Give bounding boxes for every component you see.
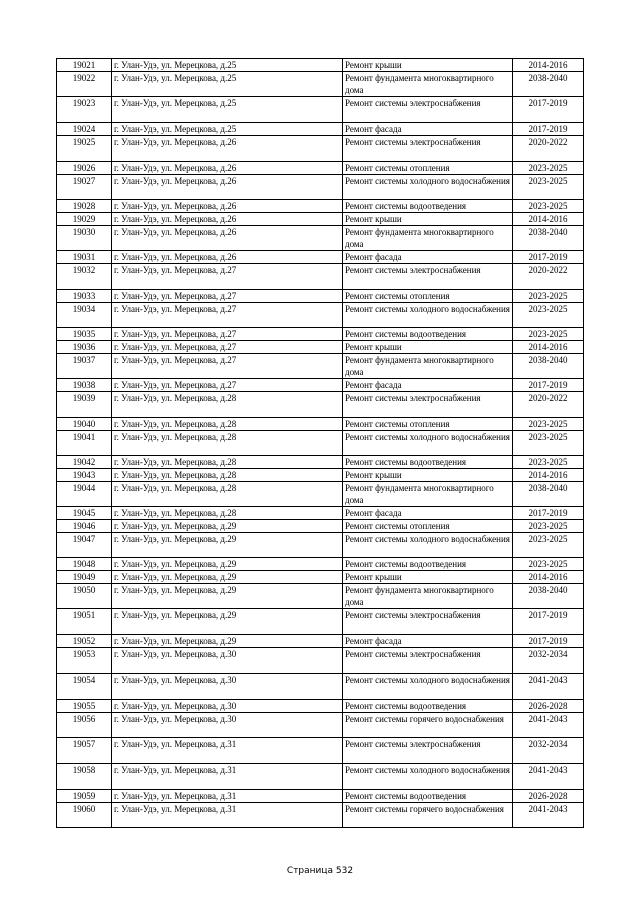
row-work-type: Ремонт системы холодного водоснабжения	[343, 533, 513, 558]
row-work-type: Ремонт крыши	[343, 469, 513, 482]
row-number: 19052	[57, 635, 112, 648]
row-address: г. Улан-Удэ, ул. Мерецкова, д.28	[112, 418, 343, 431]
table-row	[57, 790, 584, 803]
table-body	[57, 59, 584, 828]
row-number: 19059	[57, 790, 112, 803]
table-row	[57, 175, 584, 200]
row-work-type: Ремонт системы водоотведения	[343, 456, 513, 469]
row-address: г. Улан-Удэ, ул. Мерецкова, д.28	[112, 456, 343, 469]
table-row	[57, 674, 584, 700]
row-period: 2020-2022	[513, 136, 584, 162]
row-number: 19038	[57, 379, 112, 392]
row-number: 19040	[57, 418, 112, 431]
row-number: 19024	[57, 123, 112, 136]
row-work-type: Ремонт системы водоотведения	[343, 700, 513, 713]
row-address: г. Улан-Удэ, ул. Мерецкова, д.26	[112, 136, 343, 162]
row-number: 19032	[57, 264, 112, 290]
row-work-type: Ремонт системы горячего водоснабжения	[343, 713, 513, 738]
row-work-type: Ремонт фасада	[343, 379, 513, 392]
row-number: 19034	[57, 303, 112, 328]
row-period: 2032-2034	[513, 738, 584, 764]
table-row	[57, 469, 584, 482]
row-number: 19025	[57, 136, 112, 162]
table-row	[57, 226, 584, 251]
row-address: г. Улан-Удэ, ул. Мерецкова, д.30	[112, 713, 343, 738]
row-address: г. Улан-Удэ, ул. Мерецкова, д.27	[112, 264, 343, 290]
row-number: 19031	[57, 251, 112, 264]
row-number: 19037	[57, 354, 112, 379]
row-work-type: Ремонт системы электроснабжения	[343, 136, 513, 162]
row-address: г. Улан-Удэ, ул. Мерецкова, д.25	[112, 123, 343, 136]
row-address: г. Улан-Удэ, ул. Мерецкова, д.25	[112, 72, 343, 97]
row-number: 19036	[57, 341, 112, 354]
row-number: 19030	[57, 226, 112, 251]
row-period: 2023-2025	[513, 303, 584, 328]
row-work-type: Ремонт крыши	[343, 571, 513, 584]
row-address: г. Улан-Удэ, ул. Мерецкова, д.26	[112, 251, 343, 264]
row-number: 19055	[57, 700, 112, 713]
row-address: г. Улан-Удэ, ул. Мерецкова, д.27	[112, 379, 343, 392]
row-work-type: Ремонт фундамента многоквартирного дома	[343, 354, 513, 379]
table-row	[57, 200, 584, 213]
row-address: г. Улан-Удэ, ул. Мерецкова, д.29	[112, 571, 343, 584]
row-period: 2014-2016	[513, 213, 584, 226]
row-number: 19023	[57, 97, 112, 123]
row-period: 2041-2043	[513, 764, 584, 790]
row-work-type: Ремонт системы холодного водоснабжения	[343, 764, 513, 790]
table-row	[57, 507, 584, 520]
row-period: 2023-2025	[513, 418, 584, 431]
row-period: 2038-2040	[513, 72, 584, 97]
row-address: г. Улан-Удэ, ул. Мерецкова, д.26	[112, 162, 343, 175]
row-address: г. Улан-Удэ, ул. Мерецкова, д.29	[112, 558, 343, 571]
row-address: г. Улан-Удэ, ул. Мерецкова, д.28	[112, 392, 343, 418]
row-period: 2023-2025	[513, 200, 584, 213]
row-work-type: Ремонт фундамента многоквартирного дома	[343, 482, 513, 507]
row-address: г. Улан-Удэ, ул. Мерецкова, д.27	[112, 328, 343, 341]
row-address: г. Улан-Удэ, ул. Мерецкова, д.29	[112, 609, 343, 635]
row-work-type: Ремонт фундамента многоквартирного дома	[343, 72, 513, 97]
table-row	[57, 136, 584, 162]
row-period: 2017-2019	[513, 635, 584, 648]
row-address: г. Улан-Удэ, ул. Мерецкова, д.29	[112, 584, 343, 609]
row-period: 2023-2025	[513, 558, 584, 571]
row-number: 19033	[57, 290, 112, 303]
row-address: г. Улан-Удэ, ул. Мерецкова, д.26	[112, 200, 343, 213]
row-work-type: Ремонт системы горячего водоснабжения	[343, 803, 513, 828]
table-row	[57, 392, 584, 418]
row-period: 2017-2019	[513, 379, 584, 392]
row-work-type: Ремонт системы водоотведения	[343, 200, 513, 213]
row-number: 19053	[57, 648, 112, 674]
table-row	[57, 431, 584, 456]
row-work-type: Ремонт фасада	[343, 251, 513, 264]
row-address: г. Улан-Удэ, ул. Мерецкова, д.30	[112, 674, 343, 700]
row-address: г. Улан-Удэ, ул. Мерецкова, д.28	[112, 482, 343, 507]
row-number: 19060	[57, 803, 112, 828]
row-period: 2032-2034	[513, 648, 584, 674]
row-address: г. Улан-Удэ, ул. Мерецкова, д.31	[112, 790, 343, 803]
row-address: г. Улан-Удэ, ул. Мерецкова, д.25	[112, 97, 343, 123]
row-number: 19028	[57, 200, 112, 213]
row-number: 19026	[57, 162, 112, 175]
row-address: г. Улан-Удэ, ул. Мерецкова, д.27	[112, 354, 343, 379]
row-period: 2014-2016	[513, 469, 584, 482]
table-row	[57, 571, 584, 584]
row-period: 2020-2022	[513, 264, 584, 290]
row-address: г. Улан-Удэ, ул. Мерецкова, д.30	[112, 648, 343, 674]
row-period: 2026-2028	[513, 790, 584, 803]
row-work-type: Ремонт системы отопления	[343, 290, 513, 303]
row-number: 19035	[57, 328, 112, 341]
table-row	[57, 648, 584, 674]
table-row	[57, 328, 584, 341]
row-address: г. Улан-Удэ, ул. Мерецкова, д.26	[112, 213, 343, 226]
table-row	[57, 558, 584, 571]
table-row	[57, 764, 584, 790]
row-work-type: Ремонт фасада	[343, 635, 513, 648]
row-work-type: Ремонт крыши	[343, 213, 513, 226]
row-period: 2017-2019	[513, 97, 584, 123]
row-work-type: Ремонт системы водоотведения	[343, 790, 513, 803]
table-row	[57, 482, 584, 507]
row-address: г. Улан-Удэ, ул. Мерецкова, д.27	[112, 290, 343, 303]
row-address: г. Улан-Удэ, ул. Мерецкова, д.25	[112, 59, 343, 72]
row-number: 19050	[57, 584, 112, 609]
row-work-type: Ремонт системы холодного водоснабжения	[343, 674, 513, 700]
row-period: 2020-2022	[513, 392, 584, 418]
table-row	[57, 290, 584, 303]
row-number: 19058	[57, 764, 112, 790]
row-number: 19051	[57, 609, 112, 635]
row-period: 2023-2025	[513, 431, 584, 456]
table-row	[57, 213, 584, 226]
row-address: г. Улан-Удэ, ул. Мерецкова, д.28	[112, 431, 343, 456]
table-row	[57, 609, 584, 635]
row-work-type: Ремонт фасада	[343, 123, 513, 136]
row-number: 19029	[57, 213, 112, 226]
table-row	[57, 341, 584, 354]
row-work-type: Ремонт системы электроснабжения	[343, 392, 513, 418]
row-number: 19056	[57, 713, 112, 738]
row-work-type: Ремонт фасада	[343, 507, 513, 520]
row-address: г. Улан-Удэ, ул. Мерецкова, д.27	[112, 303, 343, 328]
table-row	[57, 738, 584, 764]
table-row	[57, 123, 584, 136]
row-number: 19049	[57, 571, 112, 584]
row-work-type: Ремонт фундамента многоквартирного дома	[343, 226, 513, 251]
row-address: г. Улан-Удэ, ул. Мерецкова, д.26	[112, 175, 343, 200]
table-row	[57, 700, 584, 713]
row-period: 2014-2016	[513, 341, 584, 354]
row-period: 2038-2040	[513, 482, 584, 507]
row-number: 19022	[57, 72, 112, 97]
row-period: 2041-2043	[513, 713, 584, 738]
row-number: 19041	[57, 431, 112, 456]
row-address: г. Улан-Удэ, ул. Мерецкова, д.31	[112, 738, 343, 764]
table-row	[57, 264, 584, 290]
row-work-type: Ремонт системы холодного водоснабжения	[343, 303, 513, 328]
row-number: 19048	[57, 558, 112, 571]
row-work-type: Ремонт системы электроснабжения	[343, 97, 513, 123]
table-row	[57, 584, 584, 609]
row-address: г. Улан-Удэ, ул. Мерецкова, д.29	[112, 635, 343, 648]
row-period: 2041-2043	[513, 803, 584, 828]
table-row	[57, 635, 584, 648]
row-address: г. Улан-Удэ, ул. Мерецкова, д.29	[112, 520, 343, 533]
row-address: г. Улан-Удэ, ул. Мерецкова, д.30	[112, 700, 343, 713]
row-work-type: Ремонт системы отопления	[343, 418, 513, 431]
row-period: 2017-2019	[513, 251, 584, 264]
table-row	[57, 456, 584, 469]
row-work-type: Ремонт системы холодного водоснабжения	[343, 175, 513, 200]
row-work-type: Ремонт системы отопления	[343, 520, 513, 533]
row-address: г. Улан-Удэ, ул. Мерецкова, д.29	[112, 533, 343, 558]
table-row	[57, 162, 584, 175]
row-number: 19027	[57, 175, 112, 200]
row-work-type: Ремонт фундамента многоквартирного дома	[343, 584, 513, 609]
row-period: 2014-2016	[513, 571, 584, 584]
row-work-type: Ремонт системы электроснабжения	[343, 648, 513, 674]
row-work-type: Ремонт системы холодного водоснабжения	[343, 431, 513, 456]
row-period: 2041-2043	[513, 674, 584, 700]
table-row	[57, 418, 584, 431]
row-number: 19021	[57, 59, 112, 72]
table-row	[57, 303, 584, 328]
row-work-type: Ремонт системы водоотведения	[343, 328, 513, 341]
row-period: 2017-2019	[513, 123, 584, 136]
row-period: 2038-2040	[513, 354, 584, 379]
row-period: 2023-2025	[513, 328, 584, 341]
row-period: 2014-2016	[513, 59, 584, 72]
row-address: г. Улан-Удэ, ул. Мерецкова, д.26	[112, 226, 343, 251]
page-number: Страница 532	[286, 866, 354, 876]
row-period: 2017-2019	[513, 609, 584, 635]
table-row	[57, 72, 584, 97]
row-number: 19043	[57, 469, 112, 482]
table-row	[57, 97, 584, 123]
row-period: 2023-2025	[513, 290, 584, 303]
table-row	[57, 354, 584, 379]
table-row	[57, 533, 584, 558]
row-address: г. Улан-Удэ, ул. Мерецкова, д.27	[112, 341, 343, 354]
row-period: 2023-2025	[513, 520, 584, 533]
table-row	[57, 59, 584, 72]
row-address: г. Улан-Удэ, ул. Мерецкова, д.31	[112, 764, 343, 790]
row-address: г. Улан-Удэ, ул. Мерецкова, д.28	[112, 507, 343, 520]
row-period: 2038-2040	[513, 584, 584, 609]
row-work-type: Ремонт системы электроснабжения	[343, 264, 513, 290]
table-row	[57, 379, 584, 392]
row-period: 2023-2025	[513, 175, 584, 200]
row-number: 19039	[57, 392, 112, 418]
row-number: 19045	[57, 507, 112, 520]
row-number: 19044	[57, 482, 112, 507]
row-work-type: Ремонт крыши	[343, 59, 513, 72]
row-number: 19054	[57, 674, 112, 700]
row-work-type: Ремонт системы электроснабжения	[343, 738, 513, 764]
row-period: 2023-2025	[513, 162, 584, 175]
row-period: 2026-2028	[513, 700, 584, 713]
table-row	[57, 713, 584, 738]
row-work-type: Ремонт крыши	[343, 341, 513, 354]
row-number: 19047	[57, 533, 112, 558]
row-period: 2023-2025	[513, 456, 584, 469]
row-number: 19046	[57, 520, 112, 533]
row-number: 19057	[57, 738, 112, 764]
row-period: 2023-2025	[513, 533, 584, 558]
table-row	[57, 251, 584, 264]
row-work-type: Ремонт системы водоотведения	[343, 558, 513, 571]
table-row	[57, 520, 584, 533]
table-row	[57, 803, 584, 828]
row-address: г. Улан-Удэ, ул. Мерецкова, д.31	[112, 803, 343, 828]
row-period: 2017-2019	[513, 507, 584, 520]
row-address: г. Улан-Удэ, ул. Мерецкова, д.28	[112, 469, 343, 482]
repair-schedule-table	[56, 58, 584, 828]
row-work-type: Ремонт системы отопления	[343, 162, 513, 175]
row-number: 19042	[57, 456, 112, 469]
row-period: 2038-2040	[513, 226, 584, 251]
row-work-type: Ремонт системы электроснабжения	[343, 609, 513, 635]
